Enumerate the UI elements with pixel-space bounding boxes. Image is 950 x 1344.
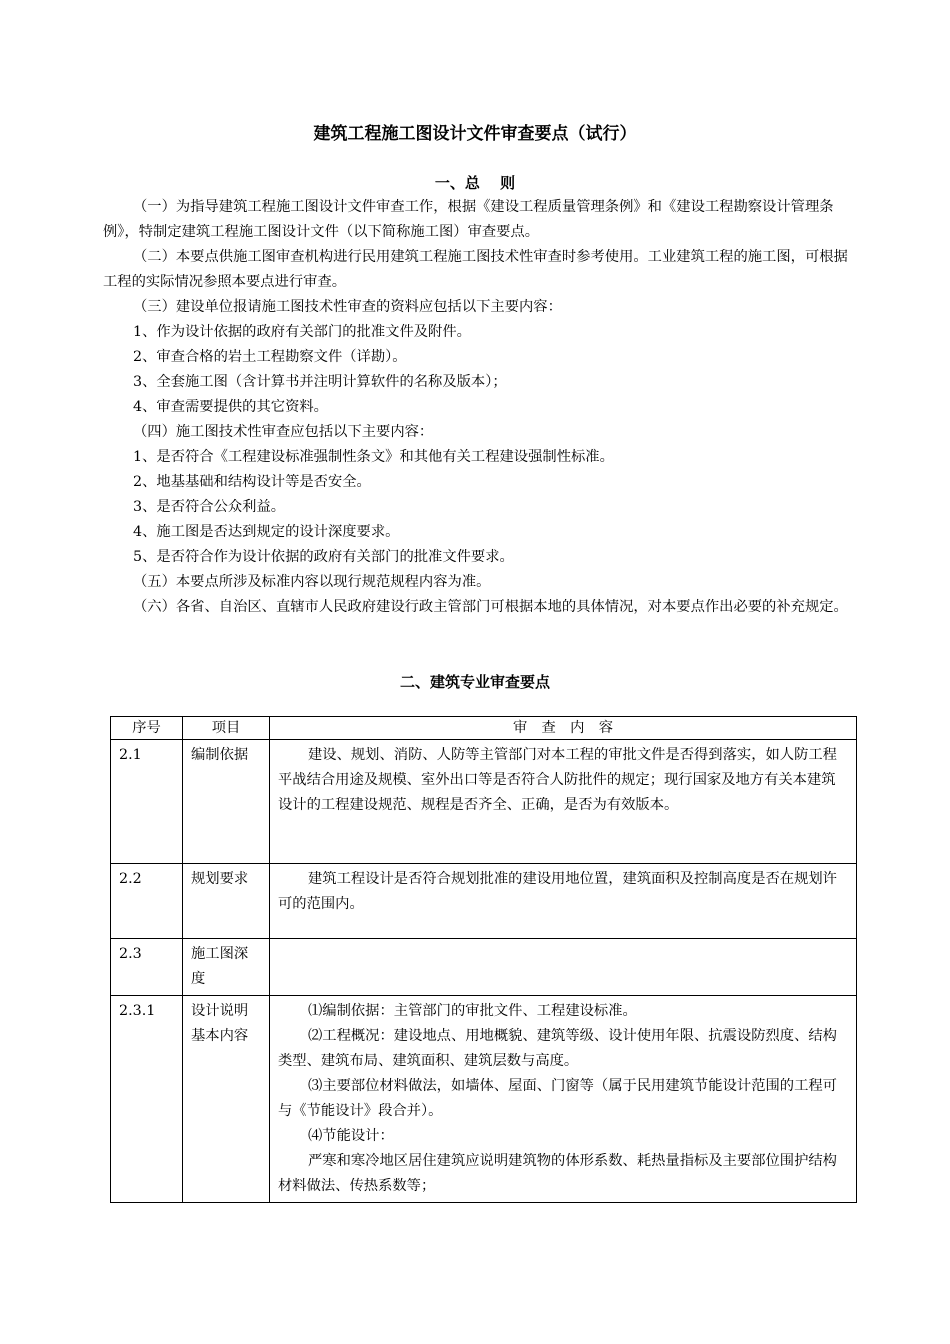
row-content: [270, 864, 857, 939]
list-item: 5、是否符合作为设计依据的政府有关部门的批准文件要求。: [133, 549, 514, 565]
table-row: [111, 996, 857, 1203]
table-header-row: [111, 717, 857, 740]
paragraph: （一）为指导建筑工程施工图设计文件审查工作，根据《建设工程质量管理条例》和《建设工程勘察设计管理条例》，特制定建筑工程施工图设计文件（以下简称施工图）审查要点。: [103, 199, 834, 240]
list-item: 3、是否符合公众利益。: [133, 499, 286, 515]
list-item: 4、审查需要提供的其它资料。: [133, 399, 328, 415]
content-paragraph: 建筑工程设计是否符合规划批准的建设用地位置，建筑面积及控制高度是否在规划许可的范围内。: [278, 871, 837, 912]
row-content: [270, 939, 857, 996]
row-content: [270, 996, 857, 1203]
row-item: 设计说明基本内容: [183, 996, 270, 1203]
header-content: 审 查 内 容: [270, 717, 857, 740]
content-paragraph: ⑴编制依据：主管部门的审批文件、工程建设标准。: [308, 1003, 637, 1019]
content-paragraph: ⑶主要部位材料做法，如墙体、屋面、门窗等（属于民用建筑节能设计范围的工程可与《节能设计》段合并）。: [278, 1078, 837, 1119]
content-paragraph: 严寒和寒冷地区居住建筑应说明建筑物的体形系数、耗热量指标及主要部位围护结构材料做法、传热系数等；: [278, 1153, 837, 1194]
row-number: 2.2: [111, 864, 183, 939]
list-item: 2、审查合格的岩土工程勘察文件（详勘）。: [133, 349, 407, 365]
row-number: 2.3: [111, 939, 183, 996]
row-item: 规划要求: [183, 864, 270, 939]
section-heading-architecture: 二、建筑专业审查要点: [399, 673, 550, 691]
paragraph: （四）施工图技术性审查应包括以下主要内容：: [133, 424, 434, 440]
list-item: 4、施工图是否达到规定的设计深度要求。: [133, 524, 400, 540]
section-heading-general: 一、总 则: [434, 174, 516, 192]
content-paragraph: ⑷节能设计：: [308, 1128, 394, 1144]
row-number: 2.3.1: [111, 996, 183, 1203]
table-row: [111, 939, 857, 996]
content-paragraph: 建设、规划、消防、人防等主管部门对本工程的审批文件是否得到落实，如人防工程平战结合用途及规模、室外出口等是否符合人防批件的规定；现行国家及地方有关本建筑设计的工程建设规范、规程是否齐全、正确，是否为有效版本。: [278, 747, 837, 813]
paragraph: （五）本要点所涉及标准内容以现行规范规程内容为准。: [133, 574, 491, 590]
list-item: 2、地基基础和结构设计等是否安全。: [133, 474, 371, 490]
paragraph: （三）建设单位报请施工图技术性审查的资料应包括以下主要内容：: [133, 299, 562, 315]
list-item: 1、是否符合《工程建设标准强制性条文》和其他有关工程建设强制性标准。: [133, 449, 614, 465]
list-item: 1、作为设计依据的政府有关部门的批准文件及附件。: [133, 324, 471, 340]
row-content: [270, 740, 857, 864]
paragraph: （六）各省、自治区、直辖市人民政府建设行政主管部门可根据本地的具体情况，对本要点作出必要的补充规定。: [133, 599, 848, 615]
list-item: 3、全套施工图（含计算书并注明计算软件的名称及版本）；: [133, 374, 507, 390]
review-table: [110, 716, 857, 1203]
general-provisions-body: [103, 195, 848, 620]
document-title: 建筑工程施工图设计文件审查要点（试行）: [313, 124, 637, 144]
content-paragraph: ⑵工程概况：建设地点、用地概貌、建筑等级、设计使用年限、抗震设防烈度、结构类型、建筑布局、建筑面积、建筑层数与高度。: [278, 1028, 837, 1069]
row-item: 编制依据: [183, 740, 270, 864]
row-number: 2.1: [111, 740, 183, 864]
header-item: 项目: [183, 717, 270, 740]
table-row: [111, 864, 857, 939]
paragraph: （二）本要点供施工图审查机构进行民用建筑工程施工图技术性审查时参考使用。工业建筑工程的施工图，可根据工程的实际情况参照本要点进行审查。: [103, 249, 848, 290]
row-item: 施工图深度: [183, 939, 270, 996]
table-row: [111, 740, 857, 864]
header-number: 序号: [111, 717, 183, 740]
